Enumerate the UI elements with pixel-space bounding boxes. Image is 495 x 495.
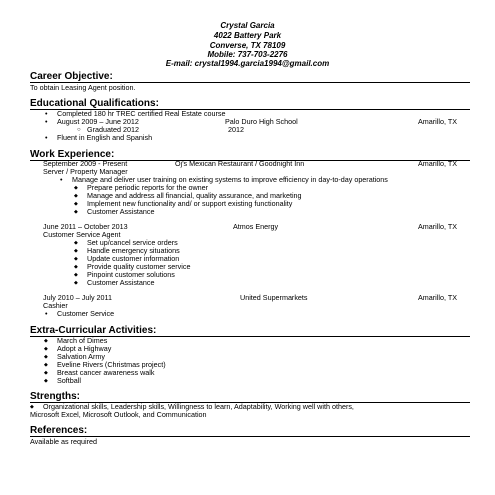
job-dates: June 2011 – October 2013 xyxy=(43,222,128,231)
activity-item: ◆ Eveline Rivers (Christmas project) xyxy=(57,361,166,369)
job-duty: ◆ Prepare periodic reports for the owner xyxy=(87,184,208,192)
references-heading: References: xyxy=(30,425,88,436)
job-duty: ◆ Update customer information xyxy=(87,255,179,263)
activity-item: ◆ Breast cancer awareness walk xyxy=(57,369,154,377)
job-dates: September 2009 - Present xyxy=(43,159,128,168)
activity-item: ◆ Salvation Army xyxy=(57,353,105,361)
education-heading: Educational Qualifications: xyxy=(30,98,159,109)
job-duty: ◆ Set up/cancel service orders xyxy=(87,239,178,247)
education-location: Amarillo, TX xyxy=(418,117,458,126)
strengths-line: Microsoft Excel, Microsoft Outlook, and Communication xyxy=(30,410,207,419)
experience-heading: Work Experience: xyxy=(30,149,115,160)
references-text: Available as required xyxy=(30,437,97,446)
job-duty: ◆ Customer Assistance xyxy=(87,208,155,216)
job-duty: ◆ Provide quality customer service xyxy=(87,263,190,271)
activities-heading: Extra-Curricular Activities: xyxy=(30,325,157,336)
activity-item: ◆ March of Dimes xyxy=(57,337,107,345)
job-duty: ◆ Implement new functionality and/ or support existing functionality xyxy=(87,200,292,208)
objective-text: To obtain Leasing Agent position. xyxy=(30,83,136,92)
education-subitem: ○ Graduated 2012 xyxy=(87,126,139,134)
education-year: 2012 xyxy=(228,125,244,134)
activity-item: ◆ Adopt a Highway xyxy=(57,345,111,353)
job-duty: • Manage and deliver user training on existing systems to improve efficiency in day-to-day operations xyxy=(72,176,388,184)
education-item: • August 2009 – June 2012 xyxy=(57,118,139,126)
education-item: • Completed 180 hr TREC certified Real Estate course xyxy=(57,110,225,118)
job-location: Amarillo, TX xyxy=(418,222,458,231)
objective-heading: Career Objective: xyxy=(30,71,113,82)
job-title: Cashier xyxy=(43,301,68,310)
job-location: Amarillo, TX xyxy=(418,293,458,302)
job-location: Amarillo, TX xyxy=(418,159,458,168)
job-employer: Oj's Mexican Restaurant / Goodnight Inn xyxy=(175,159,305,168)
job-employer: United Supermarkets xyxy=(240,293,308,302)
job-duty: ◆ Manage and address all financial, quality assurance, and marketing xyxy=(87,192,302,200)
job-duty: ◆ Customer Assistance xyxy=(87,279,155,287)
job-title: Customer Service Agent xyxy=(43,230,121,239)
job-dates: July 2010 – July 2011 xyxy=(43,293,112,302)
job-duty: ◆ Handle emergency situations xyxy=(87,247,180,255)
mobile-number: Mobile: 737-703-2276 xyxy=(207,50,288,59)
strengths-heading: Strengths: xyxy=(30,391,80,402)
job-title: Server / Property Manager xyxy=(43,167,128,176)
job-duty: ◆ Pinpoint customer solutions xyxy=(87,271,175,279)
job-duty: • Customer Service xyxy=(57,310,114,318)
education-item: • Fluent in English and Spanish xyxy=(57,134,152,142)
applicant-name: Crystal Garcia xyxy=(220,21,275,30)
activity-item: ◆ Softball xyxy=(57,377,81,385)
email-address: E-mail: crystal1994.garcia1994@gmail.com xyxy=(165,59,330,68)
education-school: Palo Duro High School xyxy=(225,117,298,126)
street-address: 4022 Battery Park xyxy=(213,31,282,40)
strengths-line: ◆ Organizational skills, Leadership skills, Willingness to learn, Adaptability, Working well with others, xyxy=(43,403,354,411)
job-employer: Atmos Energy xyxy=(233,222,279,231)
city-state-zip: Converse, TX 78109 xyxy=(209,41,286,50)
